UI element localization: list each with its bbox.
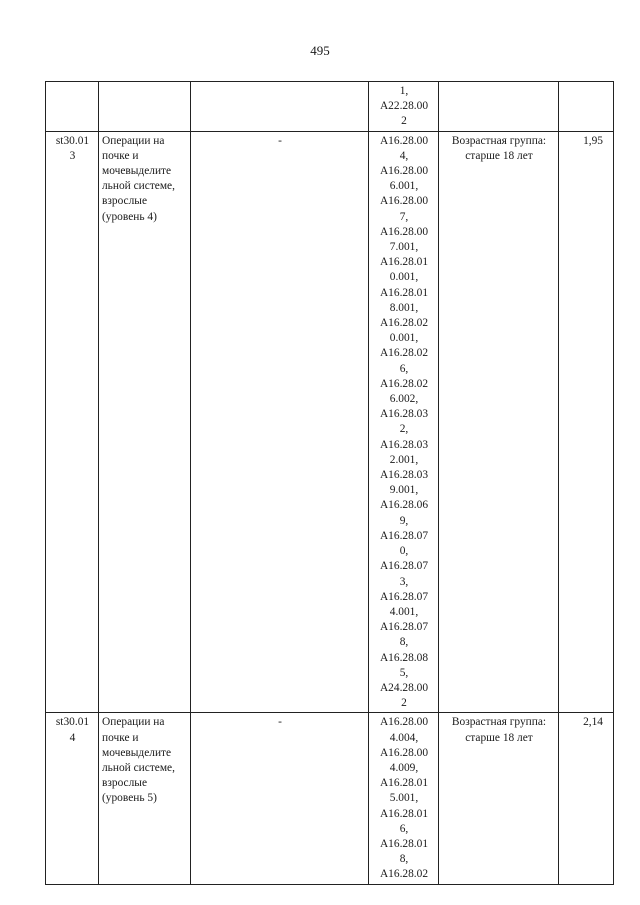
text-line: мочевыделите bbox=[102, 746, 172, 759]
text-line: 8, bbox=[399, 853, 409, 866]
diagnosis-dash: - bbox=[278, 716, 282, 729]
condition-cell bbox=[439, 713, 559, 884]
ksg-name-cell bbox=[99, 131, 191, 713]
text-line: A16.28.00 bbox=[379, 165, 429, 178]
table-row bbox=[46, 713, 614, 884]
text-line: A16.28.01 bbox=[379, 837, 429, 850]
text-line: A16.28.06 bbox=[379, 499, 429, 512]
coefficient-value bbox=[559, 82, 613, 85]
text-line: st30.01 bbox=[55, 716, 90, 729]
coefficient-cell bbox=[559, 713, 614, 884]
text-line: (уровень 4) bbox=[102, 210, 157, 223]
text-line: 4.009, bbox=[389, 761, 419, 774]
text-line: 7.001, bbox=[389, 241, 419, 254]
text-line: взрослые bbox=[102, 195, 148, 208]
coefficient-cell bbox=[559, 131, 614, 713]
diagnosis-cell bbox=[191, 713, 369, 884]
text-line: старше 18 лет bbox=[465, 731, 533, 744]
text-line: 2 bbox=[401, 115, 407, 128]
text-line: A16.28.02 bbox=[379, 317, 429, 330]
text-line: 5, bbox=[399, 666, 409, 679]
text-line: льной системе, bbox=[102, 180, 175, 193]
text-line: 4, bbox=[399, 149, 409, 162]
text-line: A16.28.01 bbox=[379, 777, 429, 790]
diagnosis-dash bbox=[191, 82, 368, 85]
text-line: A16.28.02 bbox=[379, 377, 429, 390]
text-line: 4.004, bbox=[389, 731, 419, 744]
table-row bbox=[46, 131, 614, 713]
text-line: A16.28.00 bbox=[379, 134, 429, 147]
text-line: A16.28.07 bbox=[379, 529, 429, 542]
diagnosis-cell bbox=[191, 131, 369, 713]
age-condition bbox=[439, 132, 558, 165]
text-line: 6.002, bbox=[389, 393, 419, 406]
text-line: 9, bbox=[399, 514, 409, 527]
diagnosis-dash: - bbox=[278, 134, 282, 147]
ksg-code bbox=[46, 713, 98, 746]
text-line: Операции на bbox=[102, 134, 165, 147]
ksg-name-cell bbox=[99, 82, 191, 132]
text-line: старше 18 лет bbox=[465, 149, 533, 162]
text-line: 6, bbox=[399, 822, 409, 835]
text-line: 3 bbox=[69, 149, 76, 162]
text-line: 0.001, bbox=[389, 271, 419, 284]
text-line: A16.28.07 bbox=[379, 621, 429, 634]
text-line: A16.28.01 bbox=[379, 256, 429, 269]
text-line: A22.28.00 bbox=[379, 100, 429, 113]
coefficient-value: 1,95 bbox=[583, 134, 603, 147]
text-line: 1, bbox=[399, 85, 409, 97]
text-line: 0, bbox=[399, 545, 409, 558]
text-line: 6, bbox=[399, 362, 409, 375]
coefficient-cell bbox=[559, 82, 614, 132]
text-line: почке и bbox=[102, 149, 139, 162]
ksg-code-cell bbox=[46, 131, 99, 713]
text-line: мочевыделите bbox=[102, 165, 172, 178]
text-line: A16.28.00 bbox=[379, 716, 429, 729]
condition-cell bbox=[439, 82, 559, 132]
text-line: Возрастная группа: bbox=[451, 134, 547, 147]
service-codes bbox=[369, 713, 438, 883]
text-line: 8.001, bbox=[389, 301, 419, 314]
service-codes-cell bbox=[369, 82, 439, 132]
text-line: A16.28.02 bbox=[379, 868, 429, 881]
service-codes bbox=[369, 132, 438, 713]
text-line: A16.28.00 bbox=[379, 746, 429, 759]
text-line: льной системе, bbox=[102, 761, 175, 774]
tariff-table bbox=[45, 81, 614, 885]
text-line: почке и bbox=[102, 731, 139, 744]
ksg-code bbox=[46, 132, 98, 165]
text-line: 8, bbox=[399, 636, 409, 649]
ksg-code-cell bbox=[46, 82, 99, 132]
text-line: 5.001, bbox=[389, 792, 419, 805]
text-line: A16.28.01 bbox=[379, 286, 429, 299]
diagnosis-cell bbox=[191, 82, 369, 132]
text-line: A16.28.03 bbox=[379, 408, 429, 421]
text-line: A16.28.03 bbox=[379, 438, 429, 451]
text-line: A16.28.02 bbox=[379, 347, 429, 360]
ksg-name bbox=[99, 132, 190, 226]
text-line: 7, bbox=[399, 210, 409, 223]
text-line: 0.001, bbox=[389, 332, 419, 345]
ksg-code-cell bbox=[46, 713, 99, 884]
ksg-name-cell bbox=[99, 713, 191, 884]
text-line: A16.28.07 bbox=[379, 590, 429, 603]
text-line: A16.28.00 bbox=[379, 195, 429, 208]
text-line: 2 bbox=[401, 697, 407, 710]
text-line: A16.28.03 bbox=[379, 469, 429, 482]
service-codes-cell bbox=[369, 713, 439, 884]
page-number: 495 bbox=[310, 43, 330, 58]
text-line: 3, bbox=[399, 575, 409, 588]
text-line: A16.28.07 bbox=[379, 560, 429, 573]
condition-cell bbox=[439, 131, 559, 713]
service-codes-cell bbox=[369, 131, 439, 713]
text-line: 2.001, bbox=[389, 453, 419, 466]
text-line: A16.28.08 bbox=[379, 651, 429, 664]
text-line: взрослые bbox=[102, 777, 148, 790]
text-line: 4 bbox=[69, 731, 76, 744]
text-line: 2, bbox=[399, 423, 409, 436]
ksg-name bbox=[99, 713, 190, 807]
text-line: (уровень 5) bbox=[102, 792, 157, 805]
text-line: Операции на bbox=[102, 716, 165, 729]
text-line: 4.001, bbox=[389, 605, 419, 618]
coefficient-value: 2,14 bbox=[583, 716, 603, 729]
text-line: A16.28.00 bbox=[379, 225, 429, 238]
text-line: A24.28.00 bbox=[379, 681, 429, 694]
service-codes bbox=[369, 82, 438, 131]
text-line: Возрастная группа: bbox=[451, 716, 547, 729]
text-line: 9.001, bbox=[389, 484, 419, 497]
text-line: st30.01 bbox=[55, 134, 90, 147]
table-row bbox=[46, 82, 614, 132]
text-line: A16.28.01 bbox=[379, 807, 429, 820]
age-condition bbox=[439, 713, 558, 746]
text-line: 6.001, bbox=[389, 180, 419, 193]
